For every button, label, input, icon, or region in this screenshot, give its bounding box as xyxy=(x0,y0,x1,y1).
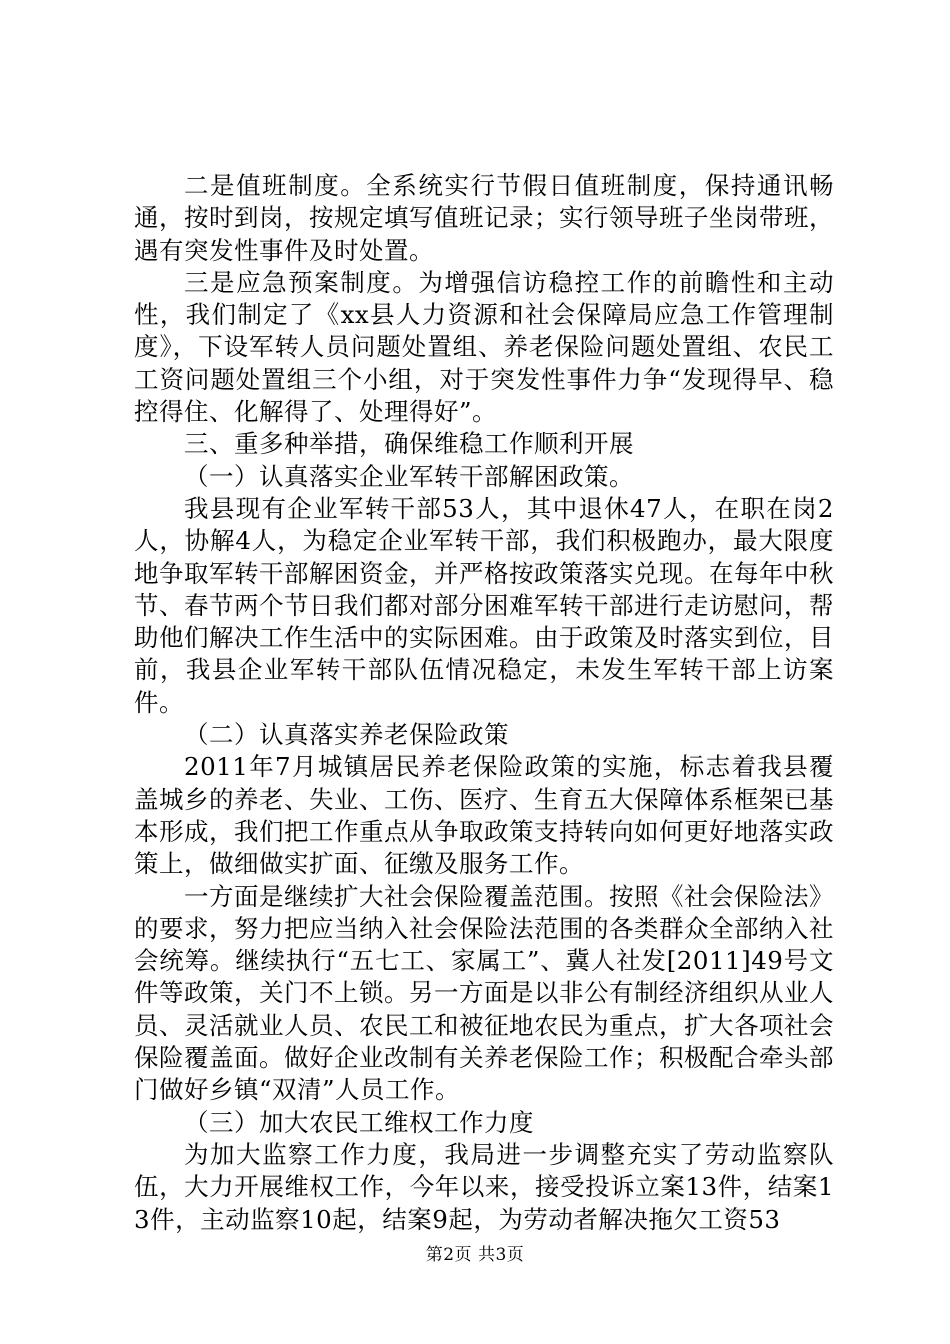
document-body xyxy=(134,170,834,1236)
paragraph-labor-inspection: 为加大监察工作力度，我局进一步调整充实了劳动监察队伍，大力开展维权工作，今年以来，接受投诉立案13件，结案13件，主动监察10起，结案9起，为劳动者解决拖欠工资53 xyxy=(134,1139,834,1234)
section-heading-measures: 三、重多种举措，确保维稳工作顺利开展 xyxy=(184,429,634,459)
subsection-heading-migrant-workers: （三）加大农民工维权工作力度 xyxy=(184,1107,534,1137)
paragraph-pension-policy: 2011年7月城镇居民养老保险政策的实施，标志着我县覆盖城乡的养老、失业、工伤、医疗、生育五大保障体系框架已基本形成，我们把工作重点从争取政策支持转向如何更好地落实政策上，做细做实扩面、征缴及服务工作。 xyxy=(134,752,834,879)
paragraph-emergency-plan: 三是应急预案制度。为增强信访稳控工作的前瞻性和主动性，我们制定了《xx县人力资源和社会保障局应急工作管理制度》，下设军转人员问题处置组、养老保险问题处置组、农民工工资问题处置组三个小组，对于突发性事件力争“发现得早、稳控得住、化解得了、处理得好”。 xyxy=(134,267,834,427)
paragraph-military-cadres: 我县现有企业军转干部53人，其中退休47人，在职在岗2人，协解4人，为稳定企业军转干部，我们积极跑办，最大限度地争取军转干部解困资金，并严格按政策落实兑现。在每年中秋节、春节两个节日我们都对部分困难军转干部进行走访慰问，帮助他们解决工作生活中的实际困难。由于政策及时落实到位，目前，我县企业军转干部队伍情况稳定，未发生军转干部上访案件。 xyxy=(134,493,834,717)
subsection-heading-pension: （二）认真落实养老保险政策 xyxy=(184,720,509,750)
paragraph-insurance-coverage: 一方面是继续扩大社会保险覆盖范围。按照《社会保险法》的要求，努力把应当纳入社会保险法范围的各类群众全部纳入社会统筹。继续执行“五七工、家属工”、冀人社发[2011]49号文件等政策，关门不上锁。另一方面是以非公有制经济组织从业人员、灵活就业人员、农民工和被征地农民为重点，扩大各项社会保险覆盖面。做好企业改制有关养老保险工作；积极配合牵头部门做好乡镇“双清”人员工作。 xyxy=(134,881,834,1105)
paragraph-duty-system: 二是值班制度。全系统实行节假日值班制度，保持通讯畅通，按时到岗，按规定填写值班记录；实行领导班子坐岗带班，遇有突发性事件及时处置。 xyxy=(134,171,834,265)
page-footer: 第2页 共3页 xyxy=(425,1245,525,1265)
subsection-heading-military-cadres: （一）认真落实企业军转干部解困政策。 xyxy=(184,461,634,491)
